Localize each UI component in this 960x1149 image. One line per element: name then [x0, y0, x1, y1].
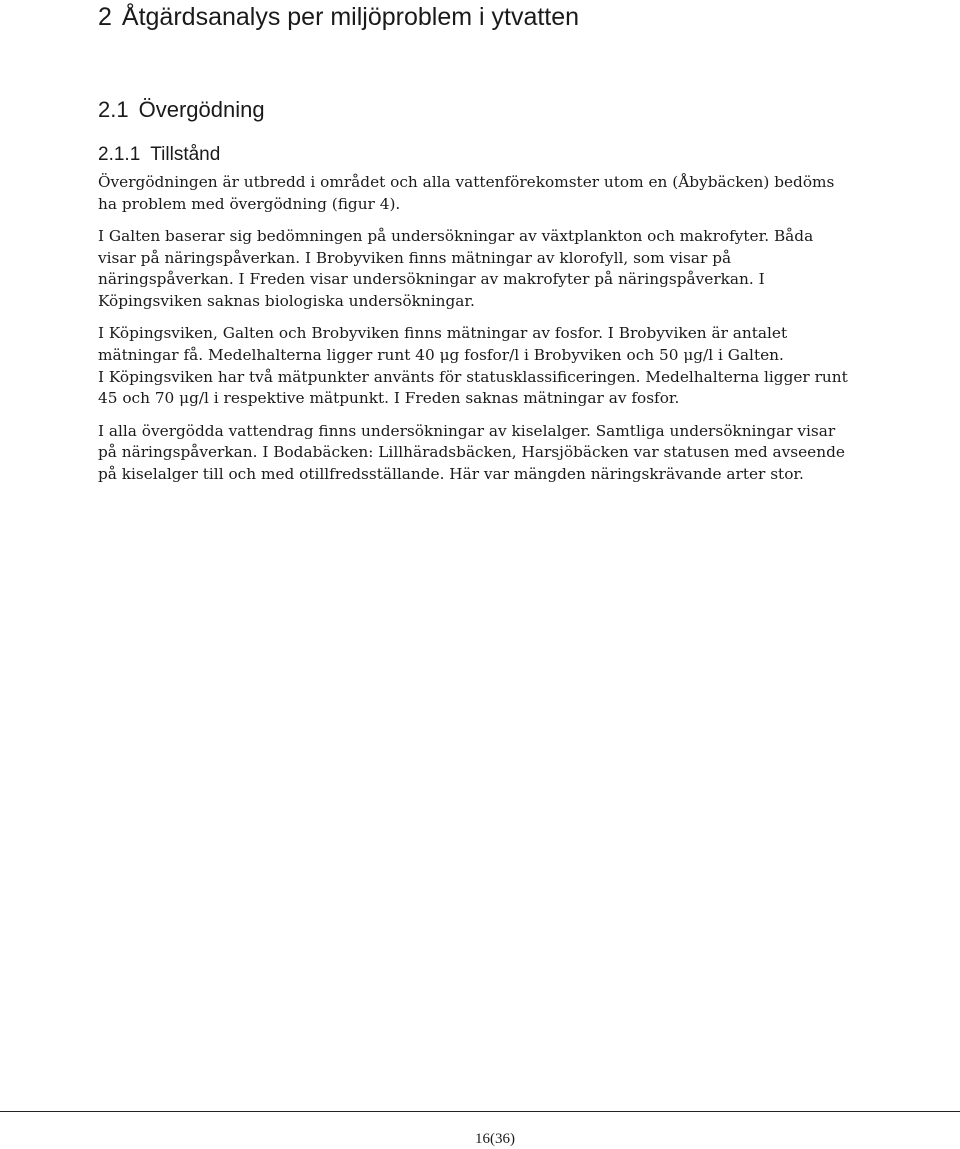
text-line: mätningar få. Medelhalterna ligger runt 40 μg fosfor/l i Brobyviken och 50 μg/l i Galten. [98, 345, 784, 364]
footer-divider [0, 1111, 960, 1112]
page-footer [0, 1129, 960, 1149]
text-line: på kiselalger till och med otillfredsställande. Här var mängden näringskrävande arter stor. [98, 464, 804, 483]
body-text [98, 172, 848, 496]
section-title: Övergödning [138, 97, 265, 122]
text-line: visar på näringspåverkan. I Brobyviken finns mätningar av klorofyll, som visar på [98, 248, 732, 267]
page-number: 16(36) [475, 1131, 515, 1147]
text-line: näringspåverkan. I Freden visar undersökningar av makrofyter på näringspåverkan. I [98, 270, 765, 289]
subsection-title: Tillstånd [150, 144, 221, 165]
paragraph-phosphorus [98, 323, 848, 410]
text-line: I Köpingsviken har två mätpunkter använts för statusklassificeringen. Medelhalterna ligger runt [98, 367, 848, 386]
paragraph-biology [98, 226, 838, 313]
section-number: 2.1 [98, 97, 129, 122]
text-line: I Galten baserar sig bedömningen på undersökningar av växtplankton och makrofyter. Båda [98, 226, 814, 245]
section-heading [98, 96, 265, 124]
chapter-title: Åtgärdsanalys per miljöproblem i ytvatten [121, 3, 580, 31]
chapter-number: 2 [98, 3, 112, 31]
text-line: I alla övergödda vattendrag finns undersökningar av kiselalger. Samtliga undersökningar visar [98, 421, 836, 440]
text-line: 45 och 70 μg/l i respektive mätpunkt. I Freden saknas mätningar av fosfor. [98, 389, 680, 408]
text-line: på näringspåverkan. I Bodabäcken: Lillhäradsbäcken, Harsjöbäcken var statusen med avseende [98, 443, 845, 462]
chapter-heading [98, 2, 579, 32]
text-line: I Köpingsviken, Galten och Brobyviken finns mätningar av fosfor. I Brobyviken är antalet [98, 324, 788, 343]
subsection-heading [98, 143, 220, 167]
subsection-number: 2.1.1 [98, 144, 141, 165]
text-line: Köpingsviken saknas biologiska undersökningar. [98, 292, 475, 311]
paragraph-overview [98, 172, 838, 215]
text-line: ha problem med övergödning (figur 4). [98, 194, 401, 213]
text-line: Övergödningen är utbredd i området och alla vattenförekomster utom en (Åbybäcken) bedöms [98, 173, 835, 191]
paragraph-diatoms [98, 421, 845, 486]
